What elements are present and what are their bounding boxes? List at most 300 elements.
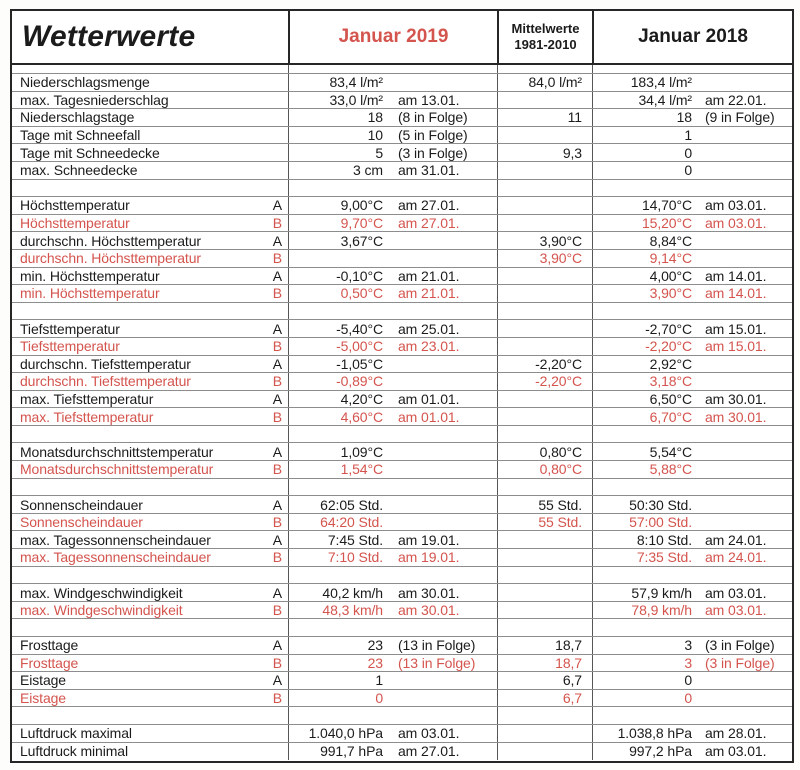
jan2019-value: 3 cm bbox=[353, 162, 383, 179]
row-label-cell bbox=[12, 655, 288, 672]
jan2018-cell bbox=[592, 232, 792, 249]
jan2019-cell bbox=[288, 92, 497, 109]
mittelwerte-cell bbox=[497, 162, 592, 179]
column-header-mittelwerte bbox=[497, 11, 592, 63]
jan2018-cell bbox=[592, 338, 792, 355]
spacer-row bbox=[12, 303, 792, 321]
row-label: max. Windgeschwindigkeit bbox=[20, 584, 183, 601]
jan2019-date: am 25.01. bbox=[398, 320, 460, 337]
table-row bbox=[12, 144, 792, 162]
jan2019-cell bbox=[288, 285, 497, 302]
jan2019-cell bbox=[288, 531, 497, 548]
jan2018-date: (3 in Folge) bbox=[705, 654, 775, 671]
jan2019-cell bbox=[288, 725, 497, 742]
jan2019-date: am 27.01. bbox=[398, 197, 460, 214]
row-label: max. Tiefsttemperatur bbox=[20, 390, 154, 407]
table-row bbox=[12, 584, 792, 602]
jan2019-date: am 03.01. bbox=[398, 725, 460, 742]
row-label: Sonnenscheindauer bbox=[20, 496, 143, 513]
table-row bbox=[12, 637, 792, 655]
jan2019-value: 1,09°C bbox=[340, 443, 383, 460]
jan2019-value: 18 bbox=[367, 109, 383, 126]
row-label-cell bbox=[12, 232, 288, 249]
table-row bbox=[12, 373, 792, 391]
jan2019-cell bbox=[288, 602, 497, 619]
row-label-cell bbox=[12, 373, 288, 390]
row-label: durchschn. Höchsttemperatur bbox=[20, 250, 201, 267]
row-label-cell bbox=[12, 338, 288, 355]
spacer-cell bbox=[592, 303, 792, 320]
jan2018-date: am 30.01. bbox=[705, 390, 767, 407]
jan2019-value: 23 bbox=[367, 654, 383, 671]
jan2018-value: 6,50°C bbox=[649, 390, 692, 407]
jan2018-cell bbox=[592, 144, 792, 161]
spacer-cell bbox=[497, 567, 592, 584]
row-label: max. Tiefsttemperatur bbox=[20, 408, 154, 425]
mittelwerte-cell bbox=[497, 637, 592, 654]
row-label: Tiefsttemperatur bbox=[20, 320, 120, 337]
jan2018-cell bbox=[592, 320, 792, 337]
jan2019-date: am 30.01. bbox=[398, 584, 460, 601]
table-row bbox=[12, 232, 792, 250]
jan2018-cell bbox=[592, 549, 792, 566]
table-header-row bbox=[12, 11, 792, 65]
column-header-januar-2018: Januar 2018 bbox=[592, 11, 792, 63]
jan2019-value: 991,7 hPa bbox=[320, 743, 383, 760]
jan2018-cell bbox=[592, 602, 792, 619]
row-variant-marker: A bbox=[272, 637, 282, 654]
jan2018-cell bbox=[592, 443, 792, 460]
jan2018-date: am 24.01. bbox=[705, 549, 767, 566]
row-label: max. Windgeschwindigkeit bbox=[20, 602, 183, 619]
table-row bbox=[12, 408, 792, 426]
mittelwerte-cell bbox=[497, 461, 592, 478]
jan2018-value: 18 bbox=[676, 109, 692, 126]
mittelwerte-cell bbox=[497, 514, 592, 531]
mittelwerte-value: 6,7 bbox=[562, 690, 582, 707]
row-label-cell bbox=[12, 144, 288, 161]
mittelwerte-value: 11 bbox=[567, 109, 582, 126]
jan2018-cell bbox=[592, 461, 792, 478]
jan2019-value: 0,50°C bbox=[340, 285, 383, 302]
jan2018-date: am 14.01. bbox=[705, 267, 767, 284]
jan2018-value: 3,18°C bbox=[649, 373, 692, 390]
spacer-cell bbox=[12, 426, 288, 443]
table-row bbox=[12, 391, 792, 409]
mittelwerte-cell bbox=[497, 356, 592, 373]
row-variant-marker: B bbox=[272, 514, 282, 531]
jan2018-value: 4,00°C bbox=[649, 267, 692, 284]
jan2019-cell bbox=[288, 144, 497, 161]
spacer-cell bbox=[592, 479, 792, 496]
mittelwerte-value: 0,80°C bbox=[539, 443, 582, 460]
jan2018-cell bbox=[592, 250, 792, 267]
spacer-row bbox=[12, 707, 792, 725]
jan2018-value: 0 bbox=[684, 162, 692, 179]
jan2019-cell bbox=[288, 232, 497, 249]
jan2018-value: 997,2 hPa bbox=[629, 743, 692, 760]
jan2019-value: 9,70°C bbox=[340, 215, 383, 232]
jan2018-value: 5,88°C bbox=[649, 461, 692, 478]
jan2018-date: am 03.01. bbox=[705, 197, 767, 214]
jan2019-date: (5 in Folge) bbox=[398, 127, 468, 144]
jan2019-cell bbox=[288, 74, 497, 91]
jan2018-value: -2,20°C bbox=[645, 338, 692, 355]
jan2018-cell bbox=[592, 496, 792, 513]
mittelwerte-value: 55 Std. bbox=[538, 514, 582, 531]
table-row bbox=[12, 197, 792, 215]
jan2018-value: 3 bbox=[684, 637, 692, 654]
jan2018-value: -2,70°C bbox=[645, 320, 692, 337]
row-label-cell bbox=[12, 602, 288, 619]
row-label: Tage mit Schneefall bbox=[20, 127, 141, 144]
mittelwerte-value: -2,20°C bbox=[535, 373, 582, 390]
jan2018-value: 183,4 l/m² bbox=[630, 74, 692, 91]
jan2019-cell bbox=[288, 109, 497, 126]
jan2019-value: -5,00°C bbox=[336, 338, 383, 355]
jan2019-date: am 13.01. bbox=[398, 91, 460, 108]
row-label-cell bbox=[12, 743, 288, 761]
jan2019-cell bbox=[288, 637, 497, 654]
row-variant-marker: A bbox=[272, 355, 282, 372]
row-label: Tiefsttemperatur bbox=[20, 338, 120, 355]
spacer-cell bbox=[497, 65, 592, 73]
row-label: Eistage bbox=[20, 690, 66, 707]
spacer-cell bbox=[288, 619, 497, 636]
mittelwerte-cell bbox=[497, 373, 592, 390]
jan2018-value: 0 bbox=[684, 690, 692, 707]
jan2018-date: am 03.01. bbox=[705, 602, 767, 619]
row-label: durchschn. Höchsttemperatur bbox=[20, 232, 201, 249]
table-row bbox=[12, 109, 792, 127]
spacer-cell bbox=[497, 426, 592, 443]
jan2018-date: am 15.01. bbox=[705, 320, 767, 337]
mittelwerte-value: 6,7 bbox=[562, 672, 582, 689]
spacer-cell bbox=[592, 426, 792, 443]
spacer-cell bbox=[288, 65, 497, 73]
table-row bbox=[12, 672, 792, 690]
jan2019-value: 3,67°C bbox=[340, 232, 383, 249]
mittelwerte-cell bbox=[497, 232, 592, 249]
jan2019-value: 40,2 km/h bbox=[322, 584, 383, 601]
row-label: Frosttage bbox=[20, 654, 79, 671]
row-label-cell bbox=[12, 285, 288, 302]
table-row bbox=[12, 602, 792, 620]
table-row bbox=[12, 127, 792, 145]
mittelwerte-cell bbox=[497, 320, 592, 337]
jan2018-date: (9 in Folge) bbox=[705, 109, 775, 126]
jan2018-cell bbox=[592, 531, 792, 548]
jan2018-date: (3 in Folge) bbox=[705, 637, 775, 654]
row-variant-marker: B bbox=[272, 690, 282, 707]
jan2019-cell bbox=[288, 743, 497, 761]
jan2018-value: 34,4 l/m² bbox=[638, 91, 692, 108]
jan2019-date: am 27.01. bbox=[398, 215, 460, 232]
spacer-cell bbox=[497, 479, 592, 496]
mittelwerte-header-line2: 1981-2010 bbox=[514, 37, 577, 52]
jan2018-date: am 03.01. bbox=[705, 743, 767, 760]
jan2019-cell bbox=[288, 655, 497, 672]
jan2019-cell bbox=[288, 461, 497, 478]
mittelwerte-cell bbox=[497, 250, 592, 267]
mittelwerte-cell bbox=[497, 109, 592, 126]
mittelwerte-value: 84,0 l/m² bbox=[528, 74, 582, 91]
mittelwerte-value: 55 Std. bbox=[538, 496, 582, 513]
jan2019-cell bbox=[288, 356, 497, 373]
jan2019-cell bbox=[288, 127, 497, 144]
table-row bbox=[12, 655, 792, 673]
weather-table bbox=[10, 9, 794, 763]
jan2018-date: am 03.01. bbox=[705, 584, 767, 601]
spacer-cell bbox=[12, 567, 288, 584]
row-variant-marker: B bbox=[272, 654, 282, 671]
mittelwerte-cell bbox=[497, 531, 592, 548]
header-spacer-row bbox=[12, 65, 792, 74]
jan2019-cell bbox=[288, 408, 497, 425]
table-row bbox=[12, 725, 792, 743]
jan2019-cell bbox=[288, 496, 497, 513]
jan2019-cell bbox=[288, 197, 497, 214]
jan2019-cell bbox=[288, 373, 497, 390]
row-label-cell bbox=[12, 690, 288, 707]
row-variant-marker: A bbox=[272, 496, 282, 513]
jan2019-value: 64:20 Std. bbox=[320, 514, 383, 531]
mittelwerte-cell bbox=[497, 672, 592, 689]
jan2019-value: 4,60°C bbox=[340, 408, 383, 425]
jan2019-value: 83,4 l/m² bbox=[329, 74, 383, 91]
spacer-row bbox=[12, 426, 792, 444]
jan2018-cell bbox=[592, 285, 792, 302]
jan2019-value: -5,40°C bbox=[336, 320, 383, 337]
jan2018-value: 57,9 km/h bbox=[631, 584, 692, 601]
mittelwerte-cell bbox=[497, 725, 592, 742]
row-label-cell bbox=[12, 215, 288, 232]
row-label-cell bbox=[12, 250, 288, 267]
row-label: Niederschlagstage bbox=[20, 109, 135, 126]
spacer-cell bbox=[12, 707, 288, 724]
row-label: Tage mit Schneedecke bbox=[20, 144, 160, 161]
table-row bbox=[12, 268, 792, 286]
spacer-row bbox=[12, 567, 792, 585]
row-variant-marker: B bbox=[272, 285, 282, 302]
row-label-cell bbox=[12, 162, 288, 179]
jan2019-cell bbox=[288, 268, 497, 285]
row-label: Sonnenscheindauer bbox=[20, 514, 143, 531]
row-variant-marker: A bbox=[272, 197, 282, 214]
spacer-cell bbox=[592, 619, 792, 636]
table-row bbox=[12, 215, 792, 233]
jan2018-value: 0 bbox=[684, 144, 692, 161]
jan2018-cell bbox=[592, 197, 792, 214]
table-row bbox=[12, 285, 792, 303]
row-variant-marker: B bbox=[272, 602, 282, 619]
row-variant-marker: A bbox=[272, 390, 282, 407]
jan2019-value: 1.040,0 hPa bbox=[308, 725, 383, 742]
jan2018-cell bbox=[592, 92, 792, 109]
jan2018-cell bbox=[592, 743, 792, 761]
jan2018-cell bbox=[592, 514, 792, 531]
row-label: Luftdruck maximal bbox=[20, 725, 132, 742]
row-label: max. Tagessonnenscheindauer bbox=[20, 531, 211, 548]
mittelwerte-cell bbox=[497, 92, 592, 109]
jan2018-cell bbox=[592, 162, 792, 179]
spacer-row bbox=[12, 619, 792, 637]
jan2019-value: 1 bbox=[375, 672, 383, 689]
spacer-row bbox=[12, 479, 792, 497]
row-label-cell bbox=[12, 514, 288, 531]
jan2018-value: 15,20°C bbox=[641, 215, 692, 232]
jan2018-cell bbox=[592, 391, 792, 408]
jan2019-cell bbox=[288, 338, 497, 355]
jan2019-value: 23 bbox=[367, 637, 383, 654]
jan2018-value: 50:30 Std. bbox=[629, 496, 692, 513]
jan2019-date: (3 in Folge) bbox=[398, 144, 468, 161]
row-variant-marker: B bbox=[272, 338, 282, 355]
table-row bbox=[12, 743, 792, 761]
mittelwerte-cell bbox=[497, 496, 592, 513]
spacer-cell bbox=[497, 180, 592, 197]
jan2018-cell bbox=[592, 127, 792, 144]
jan2018-value: 78,9 km/h bbox=[631, 602, 692, 619]
row-label: Luftdruck minimal bbox=[20, 743, 129, 760]
spacer-cell bbox=[12, 180, 288, 197]
row-variant-marker: A bbox=[272, 584, 282, 601]
jan2019-date: am 23.01. bbox=[398, 338, 460, 355]
table-row bbox=[12, 514, 792, 532]
row-variant-marker: A bbox=[272, 267, 282, 284]
row-label-cell bbox=[12, 408, 288, 425]
jan2018-cell bbox=[592, 584, 792, 601]
jan2019-value: 9,00°C bbox=[340, 197, 383, 214]
row-label: Höchsttemperatur bbox=[20, 215, 130, 232]
table-row bbox=[12, 531, 792, 549]
spacer-row bbox=[12, 180, 792, 198]
mittelwerte-cell bbox=[497, 602, 592, 619]
jan2019-date: am 01.01. bbox=[398, 408, 460, 425]
spacer-cell bbox=[497, 707, 592, 724]
mittelwerte-cell bbox=[497, 127, 592, 144]
row-label: Frosttage bbox=[20, 637, 79, 654]
jan2018-cell bbox=[592, 408, 792, 425]
row-label-cell bbox=[12, 584, 288, 601]
spacer-cell bbox=[592, 65, 792, 73]
mittelwerte-cell bbox=[497, 197, 592, 214]
jan2018-value: 2,92°C bbox=[649, 355, 692, 372]
jan2018-value: 5,54°C bbox=[649, 443, 692, 460]
jan2018-date: am 28.01. bbox=[705, 725, 767, 742]
row-variant-marker: B bbox=[272, 215, 282, 232]
jan2019-cell bbox=[288, 250, 497, 267]
row-label: durchschn. Tiefsttemperatur bbox=[20, 373, 191, 390]
row-variant-marker: A bbox=[272, 443, 282, 460]
row-label: Niederschlagsmenge bbox=[20, 74, 150, 91]
table-body bbox=[12, 74, 792, 760]
mittelwerte-cell bbox=[497, 268, 592, 285]
row-label-cell bbox=[12, 725, 288, 742]
row-label-cell bbox=[12, 443, 288, 460]
row-label: max. Schneedecke bbox=[20, 162, 138, 179]
jan2018-date: am 14.01. bbox=[705, 285, 767, 302]
jan2019-value: -1,05°C bbox=[336, 355, 383, 372]
jan2018-cell bbox=[592, 373, 792, 390]
jan2018-cell bbox=[592, 74, 792, 91]
mittelwerte-value: 18,7 bbox=[555, 637, 582, 654]
mittelwerte-value: 0,80°C bbox=[539, 461, 582, 478]
spacer-cell bbox=[12, 303, 288, 320]
jan2018-value: 7:35 Std. bbox=[636, 549, 692, 566]
spacer-cell bbox=[288, 567, 497, 584]
mittelwerte-cell bbox=[497, 144, 592, 161]
jan2018-cell bbox=[592, 637, 792, 654]
jan2018-cell bbox=[592, 268, 792, 285]
row-label-cell bbox=[12, 461, 288, 478]
jan2019-date: (13 in Folge) bbox=[398, 654, 476, 671]
mittelwerte-header-line1: Mittelwerte bbox=[511, 21, 580, 37]
row-label-cell bbox=[12, 320, 288, 337]
jan2019-value: 7:10 Std. bbox=[327, 549, 383, 566]
jan2018-value: 1.038,8 hPa bbox=[617, 725, 692, 742]
spacer-cell bbox=[288, 479, 497, 496]
jan2018-date: am 03.01. bbox=[705, 215, 767, 232]
mittelwerte-cell bbox=[497, 584, 592, 601]
jan2019-value: 7:45 Std. bbox=[327, 531, 383, 548]
row-variant-marker: B bbox=[272, 549, 282, 566]
jan2019-cell bbox=[288, 584, 497, 601]
mittelwerte-value: 3,90°C bbox=[539, 250, 582, 267]
row-label-cell bbox=[12, 268, 288, 285]
jan2018-value: 3 bbox=[684, 654, 692, 671]
spacer-cell bbox=[592, 707, 792, 724]
row-variant-marker: A bbox=[272, 232, 282, 249]
jan2019-cell bbox=[288, 320, 497, 337]
jan2019-value: 1,54°C bbox=[340, 461, 383, 478]
column-header-januar-2019: Januar 2019 bbox=[288, 11, 497, 63]
jan2019-value: -0,89°C bbox=[336, 373, 383, 390]
row-label-cell bbox=[12, 672, 288, 689]
table-row bbox=[12, 74, 792, 92]
spacer-cell bbox=[288, 303, 497, 320]
jan2019-cell bbox=[288, 443, 497, 460]
mittelwerte-cell bbox=[497, 215, 592, 232]
jan2019-value: -0,10°C bbox=[336, 267, 383, 284]
jan2019-value: 4,20°C bbox=[340, 390, 383, 407]
jan2019-date: am 21.01. bbox=[398, 267, 460, 284]
jan2019-value: 48,3 km/h bbox=[322, 602, 383, 619]
mittelwerte-cell bbox=[497, 391, 592, 408]
table-row bbox=[12, 92, 792, 110]
jan2019-cell bbox=[288, 690, 497, 707]
jan2018-value: 8,84°C bbox=[649, 232, 692, 249]
row-variant-marker: A bbox=[272, 531, 282, 548]
mittelwerte-cell bbox=[497, 743, 592, 761]
row-label: Monatsdurchschnittstemperatur bbox=[20, 461, 214, 478]
spacer-cell bbox=[592, 567, 792, 584]
jan2018-date: am 24.01. bbox=[705, 531, 767, 548]
jan2018-date: am 30.01. bbox=[705, 408, 767, 425]
jan2019-cell bbox=[288, 215, 497, 232]
jan2019-date: am 30.01. bbox=[398, 602, 460, 619]
jan2018-value: 9,14°C bbox=[649, 250, 692, 267]
jan2019-value: 0 bbox=[375, 690, 383, 707]
jan2018-cell bbox=[592, 215, 792, 232]
spacer-cell bbox=[12, 479, 288, 496]
spacer-cell bbox=[12, 619, 288, 636]
row-label: max. Tagesniederschlag bbox=[20, 91, 169, 108]
table-row bbox=[12, 496, 792, 514]
spacer-cell bbox=[592, 180, 792, 197]
row-label-cell bbox=[12, 356, 288, 373]
table-row bbox=[12, 356, 792, 374]
